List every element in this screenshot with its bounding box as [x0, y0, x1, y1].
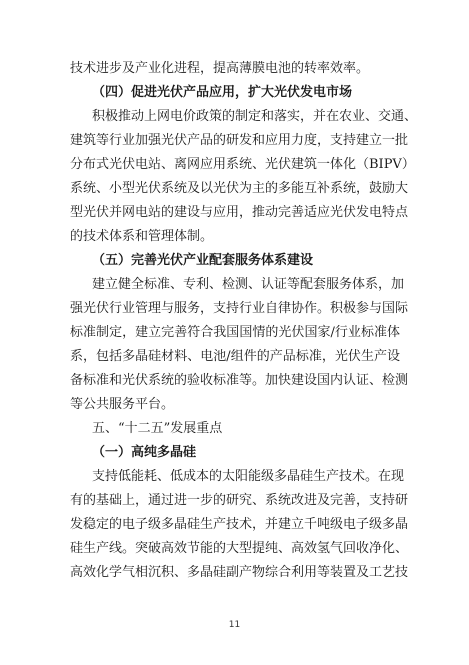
section-heading: （五）完善光伏产业配套服务体系建设 [92, 253, 314, 268]
text-line: 发稳定的电子级多晶硅生产技术，并建立千吨级电子级多晶 [70, 517, 409, 532]
page-number: 11 [228, 620, 241, 630]
text-line: 系，包括多晶硅材料、电池/组件的产品标准，光伏生产设 [70, 349, 400, 364]
text-line: 的技术体系和管理体制。 [70, 229, 214, 244]
text-line: 硅生产线。突破高效节能的大型提纯、高效氢气回收净化、 [70, 541, 409, 556]
chapter-heading: 五、“十二五”发展重点 [92, 421, 223, 436]
text-line: 等公共服务平台。 [70, 397, 175, 412]
text-line: 备标准和光伏系统的验收标准等。加快建设国内认证、检测 [70, 373, 409, 388]
text-line: 技术进步及产业化进程，提高薄膜电池的转率效率。 [70, 61, 370, 76]
text-line: 标准制定，建立完善符合我国国情的光伏国家/行业标准体 [70, 325, 400, 340]
text-line: 建筑等行业加强光伏产品的研发和应用力度，支持建立一批 [70, 133, 409, 148]
text-line: 支持低能耗、低成本的太阳能级多晶硅生产技术。在现 [92, 469, 405, 484]
section-heading: （四）促进光伏产品应用，扩大光伏发电市场 [92, 85, 353, 100]
text-line: 积极推动上网电价政策的制定和落实，并在农业、交通、 [92, 109, 418, 124]
text-line: 有的基础上，通过进一步的研究、系统改进及完善，支持研 [70, 493, 409, 508]
section-heading: （一）高纯多晶硅 [92, 445, 197, 460]
text-line: 系统、小型光伏系统及以光伏为主的多能互补系统，鼓励大 [70, 181, 409, 196]
text-line: 型光伏并网电站的建设与应用，推动完善适应光伏发电特点 [70, 205, 409, 220]
text-line: 高效化学气相沉积、多晶硅副产物综合利用等装置及工艺技 [70, 565, 409, 580]
text-line: 强光伏行业管理与服务，支持行业自律协作。积极参与国际 [70, 301, 409, 316]
text-line: 分布式光伏电站、离网应用系统、光伏建筑一体化（BIPV） [70, 157, 415, 172]
text-line: 建立健全标准、专利、检测、认证等配套服务体系，加 [92, 277, 405, 292]
